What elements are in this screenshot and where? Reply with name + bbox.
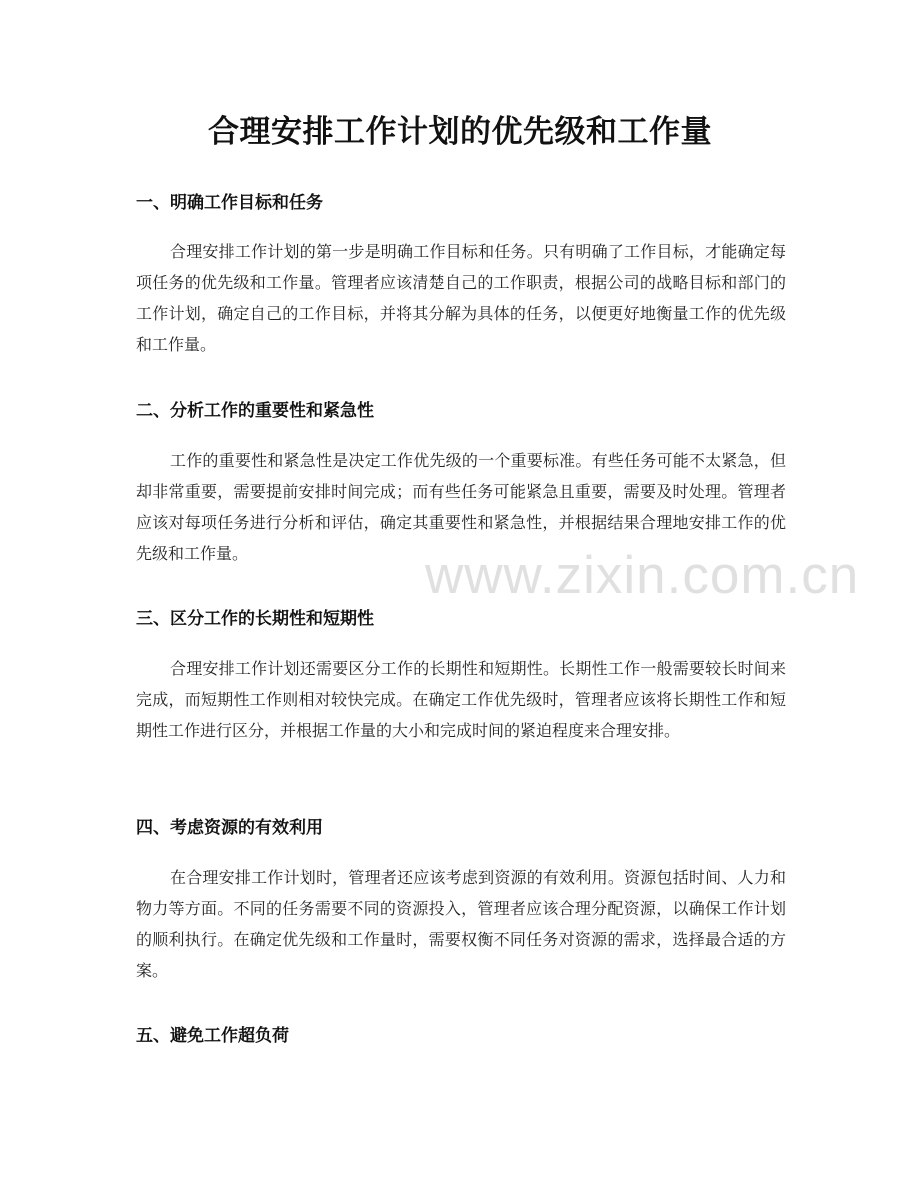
section-heading-2: 二、分析工作的重要性和紧急性 bbox=[136, 401, 374, 421]
section-paragraph-2: 工作的重要性和紧急性是决定工作优先级的一个重要标准。有些任务可能不太紧急，但却非常重要，需要提前安排时间完成；而有些任务可能紧急且重要，需要及时处理。管理者应该对每项任务进行分析和评估，确定其重要性和紧急性，并根据结果合理地安排工作的优先级和工作量。 bbox=[136, 451, 786, 563]
watermark: www.zixin.com.cn bbox=[425, 546, 860, 605]
section-paragraph-1: 合理安排工作计划的第一步是明确工作目标和任务。只有明确了工作目标，才能确定每项任务的优先级和工作量。管理者应该清楚自己的工作职责，根据公司的战略目标和部门的工作计划，确定自己的工作目标，并将其分解为具体的任务，以便更好地衡量工作的优先级和工作量。 bbox=[136, 242, 786, 354]
section-paragraph-4: 在合理安排工作计划时，管理者还应该考虑到资源的有效利用。资源包括时间、人力和物力等方面。不同的任务需要不同的资源投入，管理者应该合理分配资源，以确保工作计划的顺利执行。在确定优先级和工作量时，需要权衡不同任务对资源的需求，选择最合适的方案。 bbox=[136, 868, 786, 980]
section-paragraph-3: 合理安排工作计划还需要区分工作的长期性和短期性。长期性工作一般需要较长时间来完成，而短期性工作则相对较快完成。在确定工作优先级时，管理者应该将长期性工作和短期性工作进行区分，并根据工作量的大小和完成时间的紧迫程度来合理安排。 bbox=[136, 659, 786, 740]
section-heading-4: 四、考虑资源的有效利用 bbox=[136, 818, 323, 838]
document-title: 合理安排工作计划的优先级和工作量 bbox=[208, 114, 712, 150]
section-heading-1: 一、明确工作目标和任务 bbox=[136, 193, 323, 213]
section-heading-5: 五、避免工作超负荷 bbox=[136, 1026, 289, 1046]
section-heading-3: 三、区分工作的长期性和短期性 bbox=[136, 609, 374, 629]
